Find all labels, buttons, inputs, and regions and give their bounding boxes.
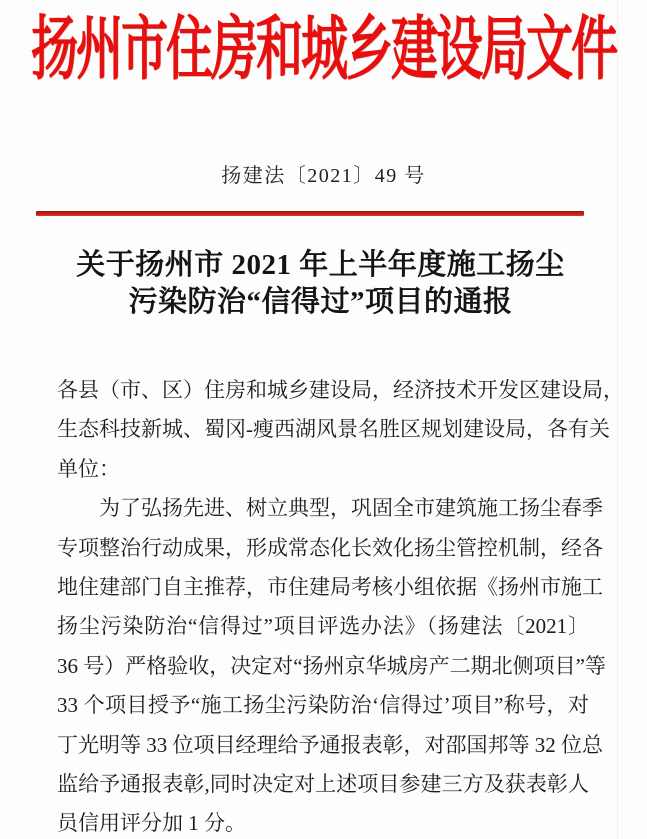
document-title-line-1: 关于扬州市 2021 年上半年度施工扬尘: [76, 249, 565, 281]
doc-reference-number: 扬建法〔2021〕49 号: [221, 165, 426, 187]
body-line: 地住建部门自主推荐，市住建局考核小组依据《扬州市施工: [57, 575, 603, 600]
document-title: [20, 247, 621, 321]
letterhead: [0, 0, 647, 89]
body-line: 生态科技新城、蜀冈-瘦西湖风景名胜区规划建设局，各有关: [57, 417, 610, 442]
body-line: 各县（市、区）住房和城乡建设局，经济技术开发区建设局，: [57, 378, 624, 402]
scan-artifact-line: [617, 0, 618, 839]
document-title-line-2: 污染防治“信得过”项目的通报: [128, 286, 513, 318]
body-line: 丁光明等 33 位项目经理给予通报表彰，对邵国邦等 32 位总: [57, 732, 603, 757]
body-line: 员信用评分加 1 分。: [57, 811, 246, 836]
document-body: [57, 371, 624, 839]
body-line: 为了弘扬先进、树立典型，巩固全市建筑施工扬尘春季: [99, 496, 603, 521]
letterhead-title: 扬州市住房和城乡建设局文件: [31, 11, 616, 89]
red-divider-line: [36, 211, 584, 216]
body-line: 专项整治行动成果，形成常态化长效化扬尘管控机制，经各: [57, 535, 603, 560]
body-line: 扬尘污染防治“信得过”项目评选办法》（扬建法〔2021〕: [57, 614, 589, 639]
body-line: 单位：: [57, 456, 120, 481]
body-line: 监给予通报表彰,同时决定对上述项目参建三方及获表彰人: [57, 772, 589, 797]
body-line: 36 号）严格验收，决定对“扬州京华城房产二期北侧项目”等: [57, 653, 606, 678]
body-line: 33 个项目授予“施工扬尘污染防治‘信得过’项目”称号，对: [57, 693, 589, 718]
